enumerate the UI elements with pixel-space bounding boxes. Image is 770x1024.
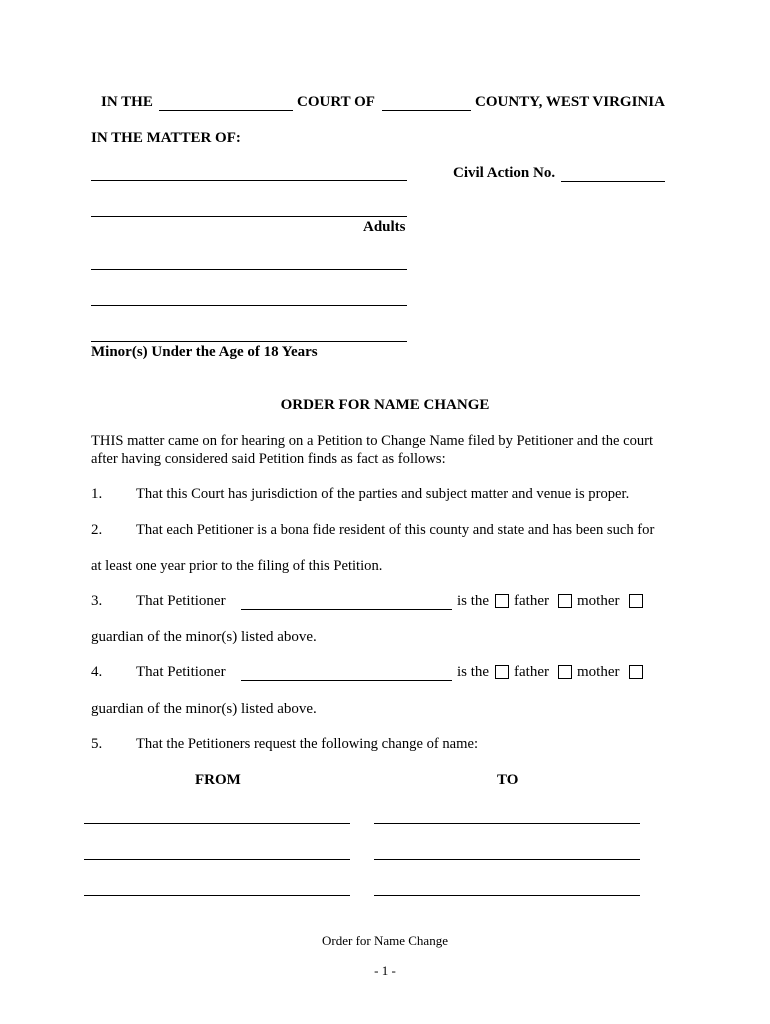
minor-name-line-3[interactable] bbox=[91, 341, 407, 342]
to-name-line-2[interactable] bbox=[374, 859, 640, 860]
item-3-mother-label: mother bbox=[577, 593, 620, 609]
item-4-is-the: is the bbox=[457, 664, 490, 680]
court-name-blank[interactable] bbox=[159, 110, 293, 111]
to-name-line-3[interactable] bbox=[374, 895, 640, 896]
minor-name-line-1[interactable] bbox=[91, 269, 407, 270]
intro-paragraph-line-2: after having considered said Petition finds as fact as follows: bbox=[91, 451, 446, 467]
item-5-number: 5. bbox=[91, 736, 103, 752]
item-3-guardian-text: guardian of the minor(s) listed above. bbox=[91, 629, 317, 645]
item-4-father-label: father bbox=[514, 664, 549, 680]
item-4-petitioner-label: That Petitioner bbox=[136, 664, 226, 680]
to-column-header: TO bbox=[497, 772, 519, 788]
adults-label: Adults bbox=[363, 219, 406, 235]
court-label: IN THE bbox=[101, 94, 153, 110]
item-3-mother-checkbox[interactable] bbox=[558, 594, 572, 608]
minor-name-line-2[interactable] bbox=[91, 305, 407, 306]
item-3-guardian-checkbox[interactable] bbox=[629, 594, 643, 608]
item-4-guardian-checkbox[interactable] bbox=[629, 665, 643, 679]
intro-paragraph-line-1: THIS matter came on for hearing on a Petition to Change Name filed by Petitioner and the court bbox=[91, 433, 654, 449]
item-4-number: 4. bbox=[91, 664, 103, 680]
item-5-text: That the Petitioners request the following change of name: bbox=[136, 736, 479, 752]
item-2-number: 2. bbox=[91, 522, 103, 538]
from-name-line-3[interactable] bbox=[84, 895, 350, 896]
item-2-text: That each Petitioner is a bona fide resident of this county and state and has been such for bbox=[136, 522, 655, 538]
item-3-father-label: father bbox=[514, 593, 549, 609]
minors-label: Minor(s) Under the Age of 18 Years bbox=[91, 344, 318, 360]
county-name-blank[interactable] bbox=[382, 110, 471, 111]
item-1-text: That this Court has jurisdiction of the parties and subject matter and venue is proper. bbox=[136, 486, 630, 502]
item-3-number: 3. bbox=[91, 593, 103, 609]
item-3-petitioner-label: That Petitioner bbox=[136, 593, 226, 609]
item-2-text-continued: at least one year prior to the filing of this Petition. bbox=[91, 558, 383, 574]
item-3-father-checkbox[interactable] bbox=[495, 594, 509, 608]
matter-heading: IN THE MATTER OF: bbox=[91, 130, 241, 146]
adult-name-line-1[interactable] bbox=[91, 180, 407, 181]
item-4-mother-label: mother bbox=[577, 664, 620, 680]
order-title: ORDER FOR NAME CHANGE bbox=[280, 397, 490, 413]
civil-action-label: Civil Action No. bbox=[453, 165, 556, 181]
to-name-line-1[interactable] bbox=[374, 823, 640, 824]
court-of-label: COURT OF bbox=[297, 94, 375, 110]
item-4-father-checkbox[interactable] bbox=[495, 665, 509, 679]
county-state-label: COUNTY, WEST VIRGINIA bbox=[475, 94, 665, 110]
footer-page-number: - 1 - bbox=[374, 963, 396, 978]
from-column-header: FROM bbox=[195, 772, 241, 788]
item-3-is-the: is the bbox=[457, 593, 490, 609]
footer-title: Order for Name Change bbox=[322, 933, 448, 948]
item-1-number: 1. bbox=[91, 486, 103, 502]
adult-name-line-2[interactable] bbox=[91, 216, 407, 217]
item-4-guardian-text: guardian of the minor(s) listed above. bbox=[91, 701, 317, 717]
item-4-petitioner-name-blank[interactable] bbox=[241, 680, 452, 681]
from-name-line-2[interactable] bbox=[84, 859, 350, 860]
from-name-line-1[interactable] bbox=[84, 823, 350, 824]
civil-action-number-blank[interactable] bbox=[561, 181, 665, 182]
item-4-mother-checkbox[interactable] bbox=[558, 665, 572, 679]
item-3-petitioner-name-blank[interactable] bbox=[241, 609, 452, 610]
